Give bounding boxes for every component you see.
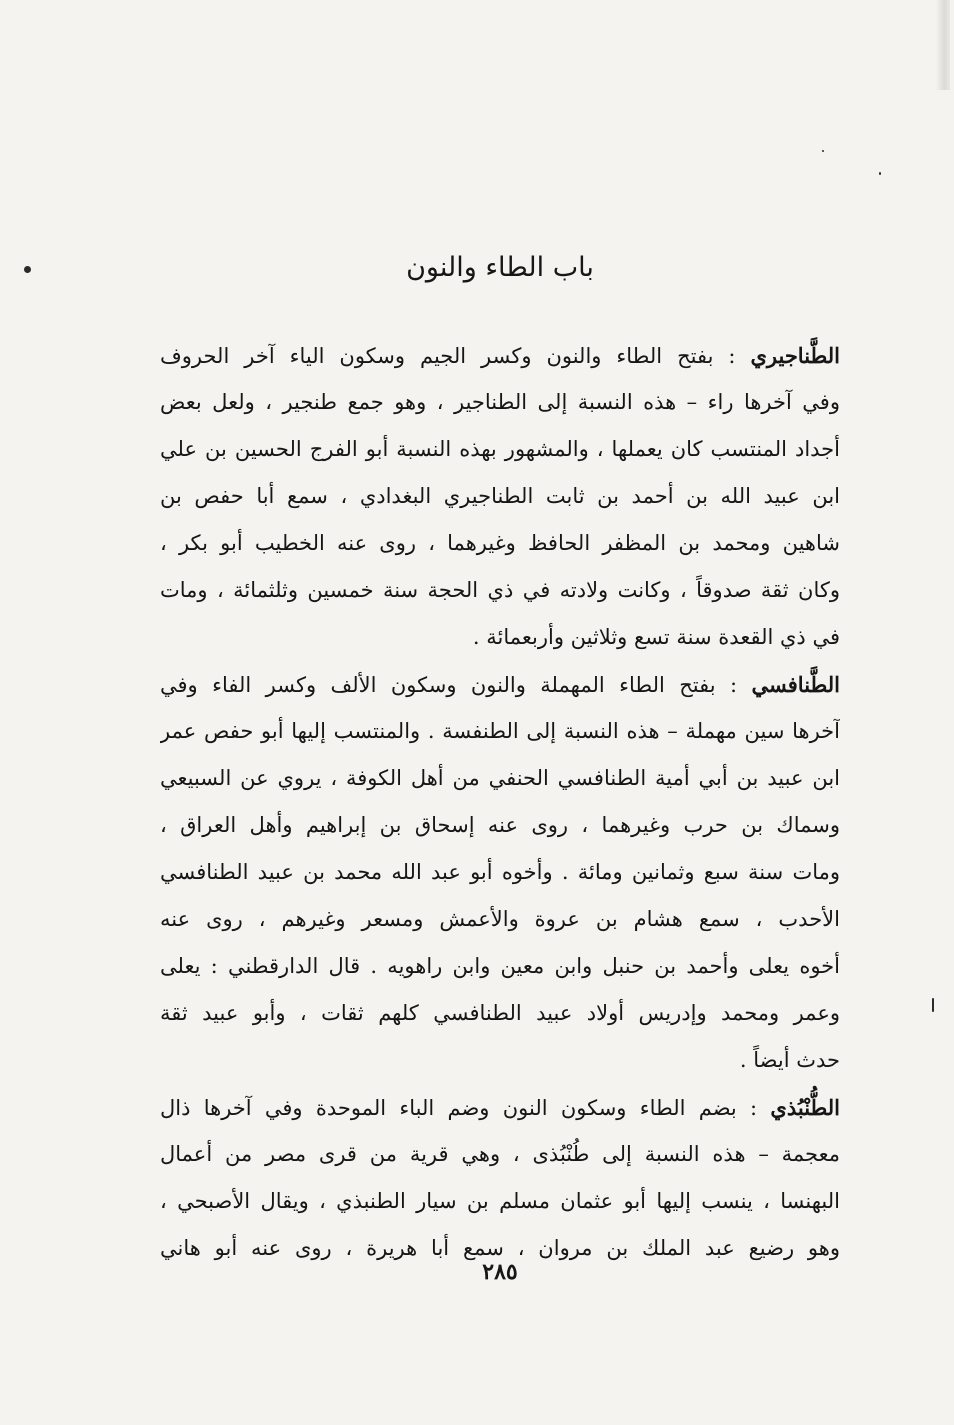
text-line: وكان ثقة صدوقاً ، وكانت ولادته في ذي الحجة سنة خمسين وثلثمائة ، ومات	[160, 578, 840, 602]
text-line: ابن عبيد الله بن أحمد بن ثابت الطناجيري البغدادي ، سمع أبا حفص بن	[160, 484, 840, 508]
text-line: آخرها سين مهملة – هذه النسبة إلى الطنفسة . والمنتسب إليها أبو حفص عمر	[160, 719, 840, 743]
line-text: : بفتح الطاء المهملة والنون وسكون الألف وكسر الفاء وفي	[160, 673, 752, 697]
line-text: : بفتح الطاء والنون وكسر الجيم وسكون الياء آخر الحروف	[160, 344, 751, 368]
text-line: أخوه يعلى وأحمد بن حنبل وابن معين وابن راهويه . قال الدارقطني : يعلى	[160, 954, 840, 978]
page-number: ٢٨٥	[482, 1259, 518, 1285]
scan-speck	[24, 266, 31, 273]
text-line: أجداد المنتسب كان يعملها ، والمشهور بهذه النسبة أبو الفرج الحسين بن علي	[160, 437, 840, 461]
entry-headword: الطَّناجيري	[750, 343, 840, 368]
entries-text	[160, 332, 840, 1272]
scan-speck	[879, 172, 881, 175]
text-line: في ذي القعدة سنة تسع وثلاثين وأربعمائة .	[472, 625, 840, 649]
scan-speck	[822, 150, 824, 152]
text-line: وهو رضيع عبد الملك بن مروان ، سمع أبا هريرة ، روى عنه أبو هاني	[160, 1236, 840, 1260]
scan-speck	[932, 998, 934, 1012]
text-line: ومات سنة سبع وثمانين ومائة . وأخوه أبو عبد الله محمد بن عبيد الطنافسي	[160, 860, 840, 884]
entry-headword: الطَّنافسي	[751, 672, 840, 697]
chapter-title: باب الطاء والنون	[406, 252, 594, 283]
text-line: وفي آخرها راء – هذه النسبة إلى الطناجير ، وهو جمع طنجير ، ولعل بعض	[160, 390, 840, 414]
text-line: ابن عبيد بن أبي أمية الطنافسي الحنفي من أهل الكوفة ، يروي عن السبيعي	[160, 766, 840, 790]
entry-headword: الطُّنْبُذي	[770, 1095, 840, 1120]
text-line: الأحدب ، سمع هشام بن عروة والأعمش ومسعر وغيرهم ، روى عنه	[160, 907, 840, 931]
text-line: وعمر ومحمد وإدريس أولاد عبيد الطنافسي كلهم ثقات ، وأبو عبيد ثقة	[160, 1001, 840, 1025]
text-line: حدث أيضاً .	[739, 1048, 840, 1072]
text-line	[160, 661, 840, 708]
line-text: : بضم الطاء وسكون النون وضم الباء الموحدة وفي آخرها ذال	[160, 1096, 771, 1120]
text-line: شاهين ومحمد بن المظفر الحافظ وغيرهما ، روى عنه الخطيب أبو بكر ،	[160, 531, 840, 555]
text-line	[160, 332, 840, 379]
text-line: وسماك بن حرب وغيرهما ، روى عنه إسحاق بن إبراهيم وأهل العراق ،	[160, 813, 840, 837]
text-line: البهنسا ، ينسب إليها أبو عثمان مسلم بن سيار الطنبذي ، ويقال الأصبحي ،	[160, 1189, 840, 1213]
text-line	[160, 1084, 840, 1131]
scan-edge-shadow	[936, 0, 950, 90]
text-line: معجمة – هذه النسبة إلى طُنْبُذى ، وهي قرية من قرى مصر من أعمال	[160, 1142, 840, 1166]
